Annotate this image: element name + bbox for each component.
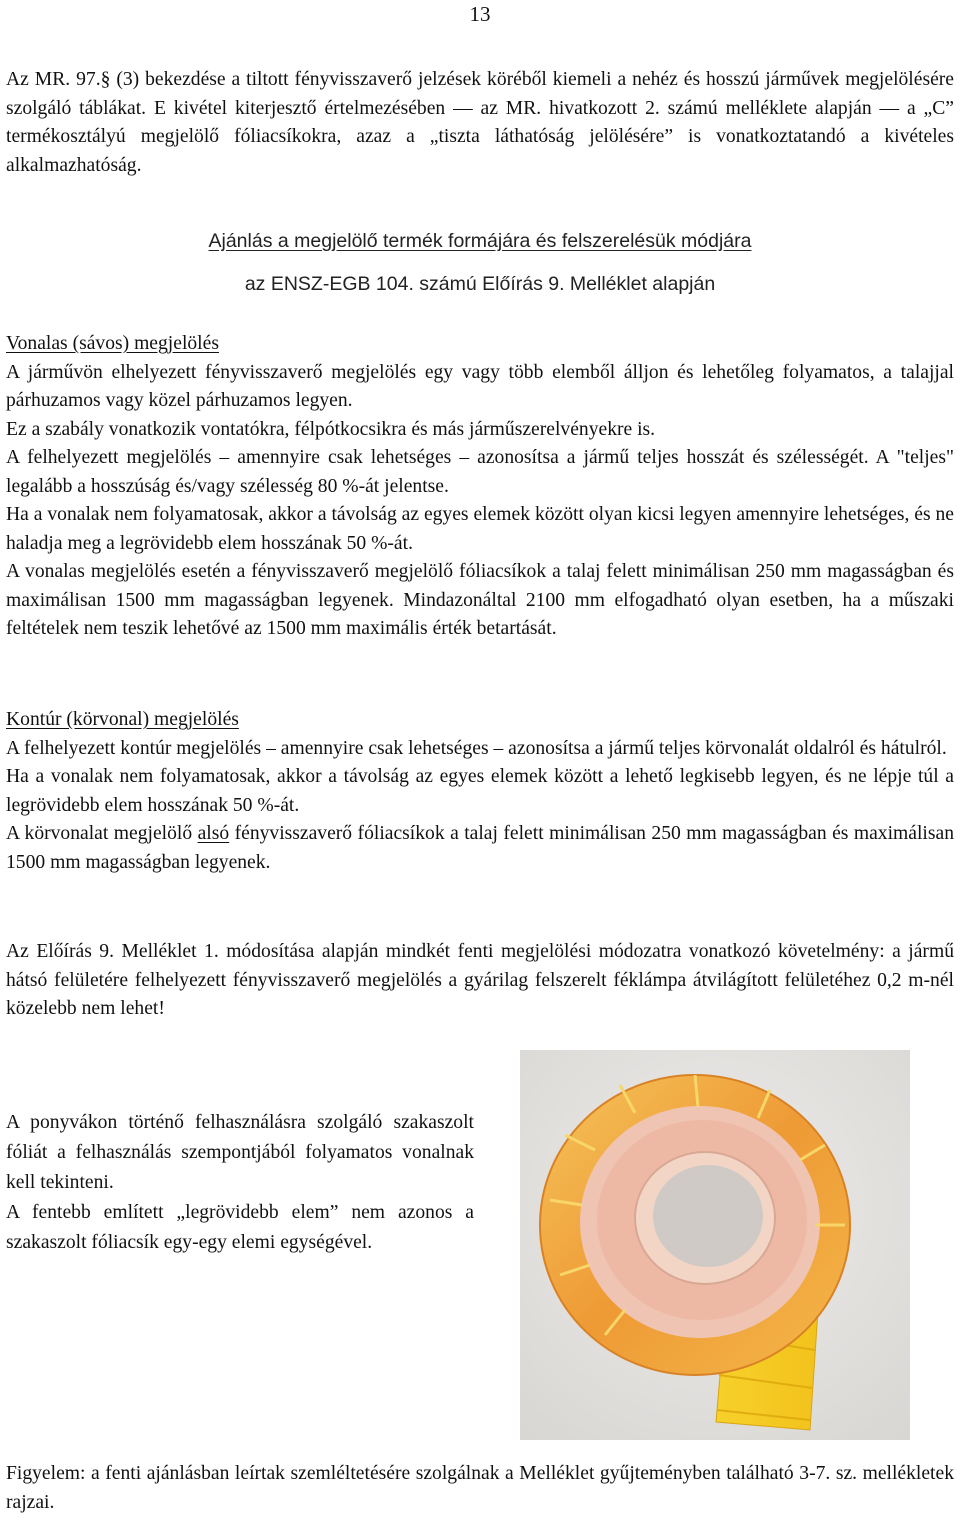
tape-description <box>6 1108 474 1258</box>
section-title-linear: Vonalas (sávos) megjelölés <box>6 333 219 354</box>
recommendation-heading: Ajánlás a megjelölő termék formájára és felszerelésük módjára <box>208 230 752 252</box>
linear-paragraph-4: Ha a vonalak nem folyamatosak, akkor a távolság az egyes elemek között olyan kicsi legyen amennyire lehetséges, és ne haladja meg a legrövidebb elem hosszának 50 %-át. <box>6 504 954 554</box>
contour-p3-pre: A körvonalat megjelölő <box>6 823 198 844</box>
reflective-tape-roll-photo <box>520 1050 910 1440</box>
contour-p3-post: fényvisszaverő fóliacsíkok a talaj felett minimálisan 250 mm magasságban és maximálisan 1500 mm magasságban legyenek. <box>6 823 954 873</box>
section-title-contour: Kontúr (körvonal) megjelölés <box>6 709 239 730</box>
contour-paragraph-3 <box>6 820 954 877</box>
footer-text: Figyelem: a fenti ajánlásban leírtak szemléltetésére szolgálnak a Melléklet gyűjteményben található 3-7. sz. mellékletek rajzai. <box>6 1463 954 1513</box>
contour-p3-underlined: alsó <box>197 823 230 844</box>
contour-paragraph-2: Ha a vonalak nem folyamatosak, akkor a távolság az egyes elemek között a lehető legkisebb legyen, és ne lépje túl a legrövidebb elem hosszának 50 %-át. <box>6 766 954 816</box>
side-paragraph-1: A ponyvákon történő felhasználásra szolgáló szakaszolt fóliát a felhasználás szempontjából folyamatos vonalnak kell tekinteni. <box>6 1112 474 1193</box>
amendment-paragraph <box>6 938 954 1024</box>
linear-paragraph-3: A felhelyezett megjelölés – amennyire csak lehetséges – azonosítsa a jármű teljes hosszát és szélességét. A "teljes" legalább a hosszúság és/vagy szélesség 80 %-át jelentse. <box>6 447 954 497</box>
contour-paragraph-1: A felhelyezett kontúr megjelölés – amennyire csak lehetséges – azonosítsa a jármű teljes körvonalát oldalról és hátulról. <box>6 737 947 759</box>
linear-paragraph-1: A járművön elhelyezett fényvisszaverő megjelölés egy vagy több elemből álljon és lehetőleg folyamatos, a talajjal párhuzamos vagy közel párhuzamos legyen. <box>6 361 954 411</box>
linear-paragraph-2: Ez a szabály vonatkozik vontatókra, félpótkocsikra és más járműszerelvényekre is. <box>6 418 656 440</box>
section-contour-marking <box>6 706 954 877</box>
side-paragraph-2: A fentebb említett „legrövidebb elem” nem azonos a szakaszolt fóliacsík egy-egy elemi egységével. <box>6 1202 474 1253</box>
intro-paragraph <box>6 66 954 180</box>
footer-note <box>6 1460 954 1517</box>
amendment-text: Az Előírás 9. Melléklet 1. módosítása alapján mindkét fenti megjelölési módozatra vonatkozó követelmény: a jármű hátsó felületére felhelyezett fényvisszaverő megjelölés a gyárilag felszerelt féklámpa átvilágított felületéhez 0,2 m-nél közelebb nem lehet! <box>6 941 954 1019</box>
section-linear-marking <box>6 330 954 644</box>
page-number: 13 <box>469 2 491 26</box>
linear-paragraph-5: A vonalas megjelölés esetén a fényvisszaverő megjelölő fóliacsíkok a talaj felett minimálisan 250 mm magasságban és maximálisan 1500 mm magasságban legyenek. Mindazonáltal 2100 mm elfogadható olyan esetben, ha a műszaki feltételek nem teszik lehetővé az 1500 mm maximális érték betartását. <box>6 561 954 639</box>
tape-roll-illustration <box>520 1050 910 1440</box>
recommendation-subheading: az ENSZ-EGB 104. számú Előírás 9. Melléklet alapján <box>244 273 716 295</box>
intro-text: Az MR. 97.§ (3) bekezdése a tiltott fényvisszaverő jelzések köréből kiemeli a nehéz és hosszú járművek megjelölésére szolgáló táblákat. E kivétel kiterjesztő értelmezésében — az MR. hivatkozott 2. számú melléklete alapján — a „C” termékosztályú megjelölő fóliacsíkokra, azaz a „tiszta láthatóság jelölésére” is vonatkoztatandó a kivételes alkalmazhatóság. <box>6 69 954 176</box>
